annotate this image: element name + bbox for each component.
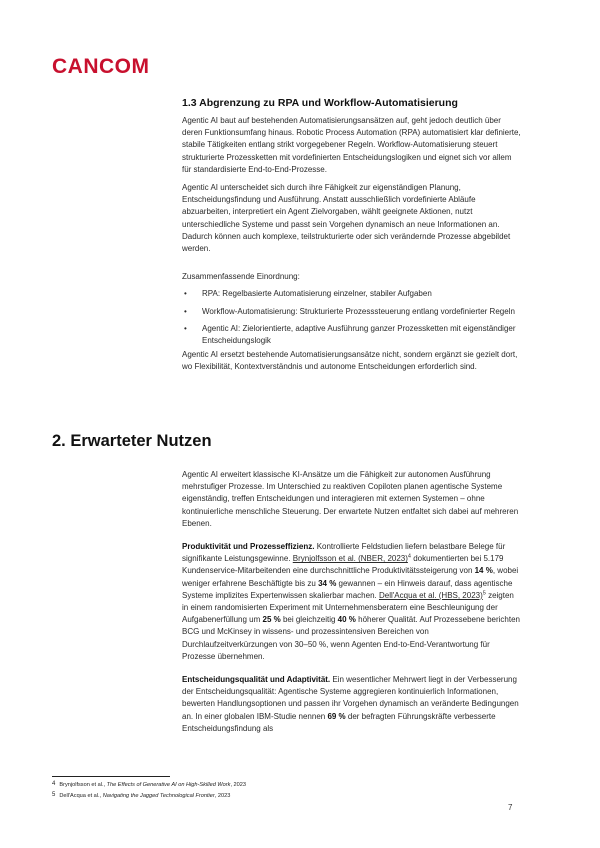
citation-link[interactable]: Dell'Acqua et al. (HBS, 2023) — [378, 590, 483, 600]
text-run: , wobei weniger erfahrene Beschäftigte bis zu — [182, 566, 519, 588]
paragraph: Agentic AI ersetzt bestehende Automatisierungsansätze nicht, sondern ergänzt sie gezielt dort, wo Flexibilität, Kontextverständnis und autonome Entscheidungen erforderlich sind. — [182, 350, 518, 372]
footnote-divider — [52, 776, 170, 777]
paragraph: Agentic AI unterscheidet sich durch ihre Fähigkeit zur eigenständigen Planung, Entscheidungsfindung und Ausführung. Anstatt ausschließlich vordefinierte Abläufe abzuarbeiten, interpretiert ein Agent Zielvorgaben, wählt geeignete Aktionen, nutzt unterschiedliche Systeme und passt sein Vorgehen dynamisch an neue Informationen an. Dadurch können auch komplexe, teilstrukturierte oder sich verändernde Prozesse abgebildet werden. — [182, 183, 511, 254]
footnote-year: , 2023 — [230, 782, 247, 788]
bullet-icon: • — [184, 323, 187, 333]
list-item — [182, 306, 522, 318]
footnote-year: , 2023 — [214, 793, 231, 799]
list-item — [182, 288, 522, 300]
list-item-text: Agentic AI: Zielorientierte, adaptive Ausführung ganzer Prozessketten mit eigenständiger Entscheidungslogik — [202, 323, 516, 346]
text-run: zeigten in einem randomisierten Experiment mit Unternehmensberatern eine Beschleunigung der Aufgabenerfüllung um — [182, 590, 514, 625]
footnote-author: Brynjolfsson et al., — [59, 782, 107, 788]
highlight-value: 69 % — [327, 711, 346, 721]
footnote-ref[interactable]: 5 — [482, 590, 486, 597]
footnote-title: The Effects of Generative AI on High-Skilled Work — [106, 782, 231, 788]
paragraph-lead: Entscheidungsqualität und Adaptivität. — [182, 675, 331, 685]
section-heading-1-3: 1.3 Abgrenzung zu RPA und Workflow-Automatisierung — [182, 97, 458, 109]
cancom-logo: CANCOM — [52, 55, 150, 78]
footnote-number: 4 — [52, 781, 56, 787]
footnote — [52, 780, 246, 789]
text-run: höherer Qualität. Auf Prozessebene berichten BCG und McKinsey in wissens- und prozessintensiven Bereichen von Durchlaufzeitverkürzungen von 30–50 %, wenn Agenten End-to-End-Verantwortung für Prozesse übernehmen. — [182, 615, 520, 661]
summary-list — [182, 288, 522, 347]
text-run: Ein wesentlicher Mehrwert liegt in der Verbesserung der Entscheidungsqualität: Agentische Systeme aggregieren kontinuierlich Informationen, bewerten Handlungsoptionen und passen ihr Vorgehen dynamisch an veränderte Bedingungen an. In einer globalen IBM-Studie nennen — [182, 675, 519, 721]
text-run: Kontrollierte Feldstudien liefern belastbare Belege für signifikante Leistungsgewinne. — [182, 542, 506, 564]
paragraph-lead: Produktivität und Prozesseffizienz. — [182, 542, 315, 552]
page-number: 7 — [508, 803, 513, 812]
bullet-icon: • — [184, 306, 187, 316]
highlight-value: 14 % — [474, 566, 493, 576]
bullet-icon: • — [184, 289, 187, 299]
text-run: gewannen – ein Hinweis darauf, dass agentische Systeme implizites Expertenwissen skalierbar machen. — [182, 578, 513, 600]
paragraph: Agentic AI baut auf bestehenden Automatisierungsansätzen auf, geht jedoch deutlich über deren Funktionsumfang hinaus. Robotic Process Automation (RPA) automatisiert klar definierte, stabile Tätigkeiten entlang strikt vorgegebener Regeln. Workflow-Automatisierung steuert strukturierte Prozessketten mit vordefinierten Entscheidungslogiken und eignet sich vor allem für standardisierte End-to-End-Prozesse. — [182, 116, 521, 174]
section-1-3-body — [182, 115, 522, 374]
text-run: der befragten Führungskräfte verbesserte Entscheidungsfindung als — [182, 711, 496, 733]
footnote-title: Navigating the Jagged Technological Frontier — [102, 793, 215, 799]
section-2-body — [182, 469, 522, 735]
highlight-value: 25 % — [262, 615, 281, 625]
footnote-author: Dell'Acqua et al., — [59, 793, 103, 799]
list-item-text: Workflow-Automatisierung: Strukturierte Prozesssteuerung entlang vordefinierter Regeln — [202, 306, 515, 316]
paragraph: Agentic AI erweitert klassische KI-Ansätze um die Fähigkeit zur autonomen Ausführung mehrstufiger Prozesse. Im Unterschied zu reaktiven Copiloten planen agentische Systeme eigenständig, treffen Entscheidungen und interagieren mit externen Systemen – ohne kontinuierliche menschliche Steuerung. Der erwartete Nutzen entfaltet sich dabei auf mehreren Ebenen. — [182, 470, 519, 528]
text-run: dokumentierten bei 5.179 Kundenservice-Mitarbeitenden eine durchschnittliche Produktivitätssteigerung von — [182, 554, 504, 576]
citation-link[interactable]: Brynjolfsson et al. (NBER, 2023) — [292, 554, 408, 564]
footnote-number: 5 — [52, 792, 56, 798]
highlight-value: 34 % — [318, 578, 337, 588]
text-run: bei gleichzeitig — [280, 615, 338, 625]
productivity-paragraph — [182, 541, 522, 663]
decision-paragraph — [182, 674, 522, 735]
highlight-value: 40 % — [337, 615, 356, 625]
footnote — [52, 791, 230, 800]
list-item — [182, 323, 522, 347]
list-item-text: RPA: Regelbasierte Automatisierung einzelner, stabiler Aufgaben — [202, 289, 432, 299]
summary-intro: Zusammenfassende Einordnung: — [182, 272, 300, 282]
section-heading-2: 2. Erwarteter Nutzen — [52, 432, 212, 450]
footnote-ref[interactable]: 4 — [407, 553, 411, 560]
